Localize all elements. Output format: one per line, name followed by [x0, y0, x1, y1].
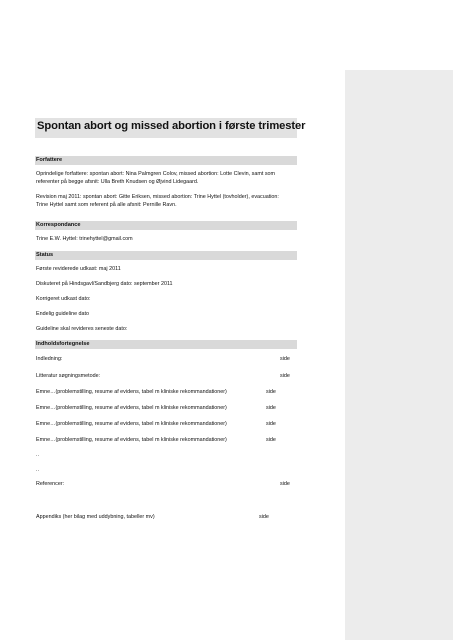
text-line: Trine E.W. Hyttel: trinehyttel@gmail.com — [36, 236, 133, 242]
section-heading-korrespondance — [35, 221, 297, 230]
toc-entry-page: side — [280, 373, 290, 379]
toc-entry-page: side — [280, 356, 290, 362]
text-line: Første reviderede udkast: maj 2011 — [36, 266, 121, 272]
title-bar — [35, 118, 306, 138]
toc-entry-label: Emne…(problemstilling, resume af evidens, tabel m kliniske rekommandationer) — [36, 437, 227, 443]
text-line: Trine Hyttel samt som referent på alle afsnit: Pernille Ravn. — [36, 202, 177, 208]
toc-entry-label: Indledning: — [36, 356, 63, 362]
toc-entry-label: .. — [36, 452, 39, 458]
document-title: Spontan abort og missed abortion i første trimester — [37, 120, 306, 132]
section-heading-label: Indholdsfortegnelse — [36, 341, 90, 347]
toc-entry-page: side — [259, 514, 269, 520]
section-heading-label: Forfattere — [36, 157, 63, 163]
toc-entry-label: Litteratur søgningsmetode: — [36, 373, 101, 379]
toc-entry-page: side — [266, 437, 276, 443]
section-heading-status — [35, 251, 297, 260]
text-line: Guideline skal revideres seneste dato: — [36, 326, 128, 332]
text-line: Diskuteret på Hindsgavl/Sandbjerg dato: september 2011 — [36, 281, 173, 287]
toc-entry-page: side — [280, 481, 290, 487]
section-heading-forfattere — [35, 156, 297, 165]
toc-entry-label: .. — [36, 467, 39, 473]
toc-entry-label: Appendiks (her bilag med uddybning, tabeller mv) — [36, 514, 155, 520]
toc-entry-label: Emne…(problemstilling, resume af evidens, tabel m kliniske rekommandationer) — [36, 405, 227, 411]
text-line: Korrigeret udkast dato: — [36, 296, 91, 302]
section-heading-label: Korrespondance — [36, 222, 81, 228]
text-line: referenter på begge afsnit: Ulla Breth Knudsen og Øjvind Lidegaard. — [36, 179, 199, 185]
toc-entry-page: side — [266, 405, 276, 411]
text-line: Oprindelige forfattere: spontan abort: Nina Palmgren Colov, missed abortion: Lotte Clevin, samt som — [36, 171, 276, 177]
comment-pane — [345, 70, 453, 640]
text-line: Revision maj 2011: spontan abort: Gitte Eriksen, missed abortion: Trine Hyttel (tovholder), evacuation: — [36, 194, 279, 200]
section-heading-indhold — [35, 340, 297, 349]
text-line: Endelig guideline dato — [36, 311, 90, 317]
toc-entry-label: Emne…(problemstilling, resume af evidens, tabel m kliniske rekommandationer) — [36, 421, 227, 427]
section-heading-label: Status — [36, 252, 54, 258]
toc-entry-page: side — [266, 389, 276, 395]
toc-entry-page: side — [266, 421, 276, 427]
toc-entry-label: Referencer: — [36, 481, 65, 487]
toc-entry-label: Emne…(problemstilling, resume af evidens, tabel m kliniske rekommandationer) — [36, 389, 227, 395]
